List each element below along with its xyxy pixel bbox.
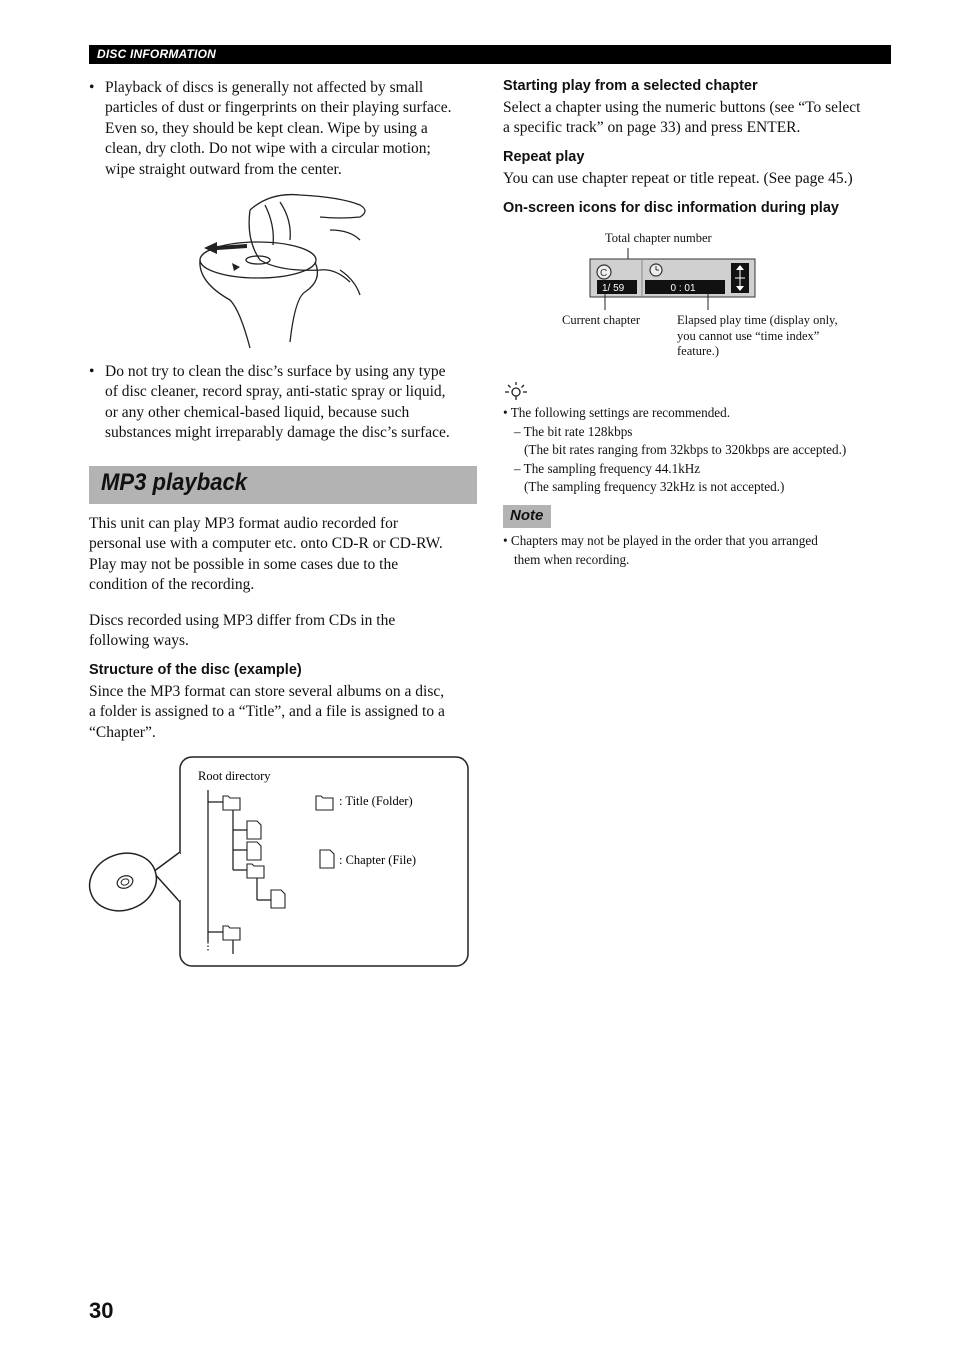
- elapsed-time-label: [677, 313, 877, 360]
- note-label: Note: [510, 507, 544, 524]
- note-text: • Chapters may not be played in the order that you arranged them when recording.: [503, 532, 903, 569]
- mp3-intro-paragraph: [89, 514, 484, 596]
- tip-bitrate-range: (The bit rates ranging from 32kbps to 320kbps are accepted.): [524, 442, 847, 457]
- text-line: personal use with a computer etc. onto CD-R or CD-RW.: [89, 535, 443, 553]
- current-chapter-label: Current chapter: [562, 313, 641, 327]
- structure-paragraph: [89, 682, 484, 743]
- total-chapter-label: Total chapter number: [605, 231, 712, 245]
- bullet-disc-cleaning: • Playback of discs is generally not affected by small particles of dust or fingerprints on their playing surface. Even so, they should be kept clean. Wipe by using a clean, dry cloth. Do not wipe with a circular motion; wipe straight outward from the center.: [89, 78, 479, 182]
- text-line: Since the MP3 format can store several albums on a disc,: [89, 683, 445, 700]
- text-line: This unit can play MP3 format audio recorded for: [89, 515, 399, 532]
- text-line: substances might irreparably damage the disc’s surface.: [105, 424, 450, 442]
- tip-bitrate: – The bit rate 128kbps: [514, 423, 633, 439]
- text-line: a specific track” on page 33) and press ENTER.: [503, 119, 801, 137]
- text-line: Play may not be possible in some cases due to the: [89, 555, 399, 573]
- text-line: following ways.: [89, 632, 189, 650]
- start-chapter-paragraph: [503, 98, 898, 139]
- disc-wiping-illustration: [190, 190, 375, 350]
- chapter-readout: 1/ 59: [602, 283, 625, 294]
- section-title: MP3 playback: [101, 469, 248, 496]
- text-line: or any other chemical-based liquid, because such: [105, 403, 410, 421]
- heading-start-chapter: Starting play from a selected chapter: [503, 78, 758, 94]
- text-line: wipe straight outward from the center.: [105, 160, 342, 178]
- tip-sampling: – The sampling frequency 44.1kHz: [514, 460, 701, 476]
- section-header: DISC INFORMATION: [97, 47, 216, 61]
- text-line: a folder is assigned to a “Title”, and a file is assigned to a: [89, 703, 445, 721]
- root-directory-label: Root directory: [198, 769, 271, 783]
- text-line: Even so, they should be kept clean. Wipe by using a: [105, 119, 428, 137]
- text-line: Elapsed play time (display only,: [677, 313, 838, 327]
- text-line: you cannot use “time index”: [677, 328, 820, 343]
- bullet-disc-chemicals: • Do not try to clean the disc’s surface by using any type of disc cleaner, record spray, anti-static spray or liquid, or any other chemical-based liquid, because such substances might irreparably damage the disc’s surface.: [89, 362, 484, 446]
- text-line: Chapters may not be played in the order that you arranged: [510, 533, 818, 548]
- onscreen-display-graphic: [560, 248, 760, 310]
- text-line: clean, dry cloth. Do not wipe with a circular motion;: [105, 140, 431, 158]
- legend-chapter-file: : Chapter (File): [339, 853, 417, 867]
- text-line: them when recording.: [514, 551, 630, 567]
- tip-sampling-note: (The sampling frequency 32kHz is not accepted.): [524, 479, 785, 494]
- disc-structure-diagram: [85, 752, 475, 972]
- legend-title-folder: : Title (Folder): [339, 794, 413, 808]
- svg-text:C: C: [600, 268, 608, 279]
- text-line: particles of dust or fingerprints on their playing surface.: [105, 99, 452, 117]
- text-line: Discs recorded using MP3 differ from CDs in the: [89, 612, 396, 629]
- structure-heading: Structure of the disc (example): [89, 662, 302, 678]
- heading-repeat-play: Repeat play: [503, 149, 585, 165]
- page-number: 30: [89, 1298, 114, 1323]
- mp3-difference-paragraph: [89, 611, 484, 652]
- text-line: “Chapter”.: [89, 723, 156, 741]
- text-line: Playback of discs is generally not affected by small: [105, 79, 424, 96]
- text-line: Select a chapter using the numeric buttons (see “To select: [503, 99, 861, 116]
- tip-bullet: • The following settings are recommended.: [503, 405, 731, 420]
- tip-lightbulb-icon: [503, 380, 529, 402]
- text-line: of disc cleaner, record spray, anti-static spray or liquid,: [105, 383, 446, 401]
- tip-text: The following settings are recommended.: [510, 405, 731, 420]
- time-readout: 0 : 01: [670, 283, 696, 294]
- text-line: condition of the recording.: [89, 576, 255, 594]
- tips-list: [503, 404, 903, 497]
- text-line: Do not try to clean the disc’s surface by using any type: [105, 363, 446, 380]
- heading-onscreen-icons: On-screen icons for disc information during play: [503, 200, 839, 216]
- text-line: feature.): [677, 344, 719, 358]
- repeat-play-paragraph: You can use chapter repeat or title repeat. (See page 45.): [503, 170, 853, 187]
